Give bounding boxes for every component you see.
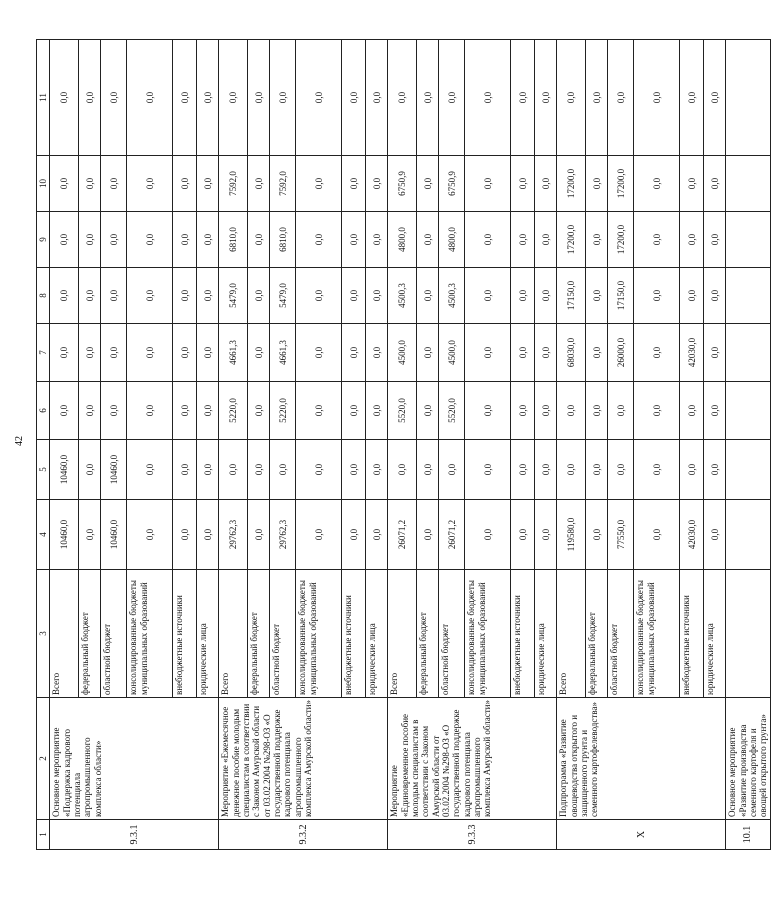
source-row-municipal: консолидированные бюджеты муниципальных образований	[465, 570, 511, 698]
header-cell: 3	[37, 570, 50, 698]
value-cell: 0,0	[248, 268, 270, 324]
empty-cell	[726, 500, 770, 570]
value-cell: 0,0	[296, 268, 342, 324]
value-cell: 0,0	[50, 268, 79, 324]
value-cell: 0,0	[197, 382, 219, 440]
value-cell: 0,0	[79, 268, 101, 324]
value-cell: 0,0	[634, 212, 680, 268]
value-cell: 0,0	[270, 440, 296, 500]
value-cell: 0,0	[535, 500, 557, 570]
value-cell: 0,0	[366, 268, 388, 324]
value-cell: 0,0	[586, 382, 608, 440]
empty-cell	[726, 440, 770, 500]
value-cell: 4500,0	[388, 324, 417, 382]
value-cell: 0,0	[704, 382, 726, 440]
group-title: Основное мероприятие «Поддержка кадрового потенциала агропромышленного комплекса области»	[50, 698, 219, 820]
value-cell: 17150,0	[557, 268, 586, 324]
value-cell: 17200,0	[557, 156, 586, 212]
value-cell: 0,0	[127, 40, 173, 156]
table-body	[37, 40, 771, 850]
value-cell: 0,0	[388, 440, 417, 500]
value-cell: 5520,0	[439, 382, 465, 440]
value-cell: 0,0	[366, 40, 388, 156]
empty-cell	[726, 268, 770, 324]
source-row-extrabudgetary: внебюджетные источники	[342, 570, 366, 698]
value-cell: 0,0	[50, 382, 79, 440]
value-cell: 0,0	[79, 500, 101, 570]
value-cell: 0,0	[127, 324, 173, 382]
value-cell: 0,0	[50, 212, 79, 268]
group-code: 9.3.1	[50, 820, 219, 850]
value-cell: 4500,0	[439, 324, 465, 382]
header-cell: 10	[37, 156, 50, 212]
value-cell: 0,0	[248, 40, 270, 156]
rotated-page	[36, 40, 769, 850]
empty-cell	[726, 40, 770, 156]
value-cell: 0,0	[50, 324, 79, 382]
table-row	[50, 40, 79, 850]
value-cell: 0,0	[173, 156, 197, 212]
value-cell: 0,0	[127, 156, 173, 212]
value-cell: 0,0	[608, 40, 634, 156]
value-cell: 4500,3	[439, 268, 465, 324]
value-cell: 0,0	[296, 156, 342, 212]
group-code: 10.1	[726, 820, 770, 850]
empty-cell	[726, 570, 770, 698]
value-cell: 0,0	[197, 40, 219, 156]
table-row	[219, 40, 248, 850]
value-cell: 0,0	[296, 500, 342, 570]
value-cell: 0,0	[680, 268, 704, 324]
value-cell: 0,0	[296, 440, 342, 500]
value-cell: 0,0	[535, 212, 557, 268]
value-cell: 4800,0	[439, 212, 465, 268]
value-cell: 0,0	[197, 212, 219, 268]
source-row-legal: юридические лица	[704, 570, 726, 698]
value-cell: 0,0	[79, 40, 101, 156]
source-row-federal: федеральный бюджет	[79, 570, 101, 698]
value-cell: 7592,0	[219, 156, 248, 212]
source-row-total: Всего	[388, 570, 417, 698]
value-cell: 0,0	[535, 156, 557, 212]
value-cell: 0,0	[634, 500, 680, 570]
value-cell: 0,0	[634, 324, 680, 382]
value-cell: 0,0	[465, 382, 511, 440]
value-cell: 0,0	[417, 382, 439, 440]
group-title: Мероприятие «Ежемесячное денежное пособие молодым специалистам в соответствии с Законом Амурской области от 03.02.2004 №298-ОЗ «О государственной поддержке кадрового потенциала агропромышленного комплекса Амурской области»	[219, 698, 388, 820]
header-row	[37, 40, 50, 850]
group-title: Мероприятие «Единовременное пособие молодым специалистам в соответствии с Законом Амурской области от 03.02.2004 №298-ОЗ «О государственной поддержке кадрового потенциала агропромышленного комплекса Амурской области»	[388, 698, 557, 820]
group-code: 9.3.3	[388, 820, 557, 850]
value-cell: 0,0	[197, 500, 219, 570]
value-cell: 0,0	[219, 440, 248, 500]
header-cell: 5	[37, 440, 50, 500]
value-cell: 6810,0	[219, 212, 248, 268]
value-cell: 26000,0	[608, 324, 634, 382]
value-cell: 0,0	[296, 212, 342, 268]
value-cell: 0,0	[586, 268, 608, 324]
value-cell: 5520,0	[388, 382, 417, 440]
value-cell: 0,0	[101, 382, 127, 440]
value-cell: 0,0	[465, 500, 511, 570]
value-cell: 0,0	[511, 212, 535, 268]
value-cell: 0,0	[417, 40, 439, 156]
value-cell: 0,0	[366, 500, 388, 570]
header-cell: 4	[37, 500, 50, 570]
value-cell: 0,0	[417, 440, 439, 500]
value-cell: 0,0	[511, 500, 535, 570]
value-cell: 0,0	[101, 324, 127, 382]
value-cell: 0,0	[173, 268, 197, 324]
value-cell: 0,0	[173, 324, 197, 382]
empty-cell	[726, 382, 770, 440]
value-cell: 0,0	[219, 40, 248, 156]
value-cell: 0,0	[511, 382, 535, 440]
value-cell: 4500,3	[388, 268, 417, 324]
value-cell: 0,0	[50, 40, 79, 156]
value-cell: 0,0	[535, 440, 557, 500]
value-cell: 17200,0	[608, 156, 634, 212]
value-cell: 7592,0	[270, 156, 296, 212]
value-cell: 10460,0	[50, 500, 79, 570]
value-cell: 6810,0	[270, 212, 296, 268]
table-row	[726, 40, 770, 850]
source-row-extrabudgetary: внебюджетные источники	[511, 570, 535, 698]
source-row-regional: областной бюджет	[439, 570, 465, 698]
value-cell: 0,0	[197, 440, 219, 500]
value-cell: 0,0	[127, 268, 173, 324]
value-cell: 0,0	[342, 212, 366, 268]
value-cell: 29762,3	[219, 500, 248, 570]
value-cell: 0,0	[680, 212, 704, 268]
value-cell: 0,0	[50, 156, 79, 212]
value-cell: 0,0	[79, 212, 101, 268]
value-cell: 17150,0	[608, 268, 634, 324]
source-row-municipal: консолидированные бюджеты муниципальных образований	[634, 570, 680, 698]
value-cell: 0,0	[557, 440, 586, 500]
value-cell: 0,0	[465, 268, 511, 324]
value-cell: 0,0	[296, 382, 342, 440]
value-cell: 0,0	[296, 324, 342, 382]
value-cell: 0,0	[248, 382, 270, 440]
value-cell: 0,0	[342, 382, 366, 440]
value-cell: 10460,0	[50, 440, 79, 500]
value-cell: 17200,0	[557, 212, 586, 268]
value-cell: 0,0	[197, 268, 219, 324]
value-cell: 119580,0	[557, 500, 586, 570]
empty-cell	[726, 324, 770, 382]
empty-cell	[726, 156, 770, 212]
value-cell: 0,0	[586, 440, 608, 500]
value-cell: 0,0	[680, 440, 704, 500]
value-cell: 0,0	[173, 40, 197, 156]
empty-cell	[726, 212, 770, 268]
value-cell: 0,0	[197, 156, 219, 212]
value-cell: 0,0	[366, 440, 388, 500]
value-cell: 0,0	[535, 324, 557, 382]
value-cell: 0,0	[465, 156, 511, 212]
value-cell: 0,0	[248, 212, 270, 268]
value-cell: 0,0	[680, 382, 704, 440]
value-cell: 0,0	[342, 440, 366, 500]
value-cell: 0,0	[127, 500, 173, 570]
value-cell: 0,0	[417, 212, 439, 268]
value-cell: 0,0	[704, 440, 726, 500]
value-cell: 5220,0	[219, 382, 248, 440]
value-cell: 0,0	[173, 500, 197, 570]
value-cell: 0,0	[127, 440, 173, 500]
value-cell: 0,0	[127, 212, 173, 268]
value-cell: 0,0	[557, 382, 586, 440]
source-row-extrabudgetary: внебюджетные источники	[173, 570, 197, 698]
value-cell: 29762,3	[270, 500, 296, 570]
header-cell: 9	[37, 212, 50, 268]
value-cell: 6750,9	[439, 156, 465, 212]
value-cell: 0,0	[511, 40, 535, 156]
value-cell: 4661,3	[270, 324, 296, 382]
value-cell: 0,0	[270, 40, 296, 156]
value-cell: 0,0	[680, 40, 704, 156]
header-cell: 8	[37, 268, 50, 324]
value-cell: 0,0	[79, 156, 101, 212]
source-row-federal: федеральный бюджет	[248, 570, 270, 698]
value-cell: 5479,0	[270, 268, 296, 324]
value-cell: 0,0	[79, 324, 101, 382]
value-cell: 17200,0	[608, 212, 634, 268]
value-cell: 0,0	[417, 324, 439, 382]
group-title: Основное мероприятие «Развитие производства семенного картофеля и овощей открытого грунта»	[726, 698, 770, 820]
source-row-regional: областной бюджет	[270, 570, 296, 698]
source-row-legal: юридические лица	[366, 570, 388, 698]
value-cell: 0,0	[248, 500, 270, 570]
value-cell: 0,0	[608, 440, 634, 500]
value-cell: 0,0	[634, 40, 680, 156]
value-cell: 26071,2	[388, 500, 417, 570]
value-cell: 0,0	[704, 500, 726, 570]
source-row-legal: юридические лица	[197, 570, 219, 698]
value-cell: 0,0	[704, 268, 726, 324]
header-cell: 6	[37, 382, 50, 440]
source-row-total: Всего	[557, 570, 586, 698]
value-cell: 0,0	[342, 156, 366, 212]
value-cell: 0,0	[680, 156, 704, 212]
value-cell: 0,0	[704, 324, 726, 382]
value-cell: 0,0	[366, 382, 388, 440]
value-cell: 6750,9	[388, 156, 417, 212]
value-cell: 0,0	[248, 324, 270, 382]
value-cell: 0,0	[586, 212, 608, 268]
value-cell: 0,0	[704, 40, 726, 156]
value-cell: 0,0	[197, 324, 219, 382]
source-row-extrabudgetary: внебюджетные источники	[680, 570, 704, 698]
value-cell: 0,0	[586, 324, 608, 382]
value-cell: 0,0	[101, 40, 127, 156]
value-cell: 0,0	[417, 500, 439, 570]
group-code: 9.3.2	[219, 820, 388, 850]
value-cell: 42030,0	[680, 324, 704, 382]
value-cell: 0,0	[704, 156, 726, 212]
value-cell: 0,0	[535, 40, 557, 156]
value-cell: 0,0	[511, 156, 535, 212]
value-cell: 0,0	[535, 382, 557, 440]
value-cell: 10460,0	[101, 500, 127, 570]
value-cell: 5220,0	[270, 382, 296, 440]
value-cell: 0,0	[586, 40, 608, 156]
source-row-total: Всего	[50, 570, 79, 698]
table-row	[388, 40, 417, 850]
value-cell: 0,0	[417, 156, 439, 212]
value-cell: 4800,0	[388, 212, 417, 268]
value-cell: 0,0	[127, 382, 173, 440]
value-cell: 0,0	[173, 440, 197, 500]
value-cell: 0,0	[173, 212, 197, 268]
funding-table	[36, 39, 771, 850]
value-cell: 68030,0	[557, 324, 586, 382]
value-cell: 0,0	[248, 440, 270, 500]
value-cell: 0,0	[586, 500, 608, 570]
table-row	[557, 40, 586, 850]
value-cell: 10460,0	[101, 440, 127, 500]
value-cell: 4661,3	[219, 324, 248, 382]
group-code: X	[557, 820, 726, 850]
source-row-federal: федеральный бюджет	[417, 570, 439, 698]
value-cell: 26071,2	[439, 500, 465, 570]
value-cell: 0,0	[608, 382, 634, 440]
value-cell: 0,0	[101, 156, 127, 212]
value-cell: 0,0	[535, 268, 557, 324]
page-number: 42	[14, 436, 25, 446]
value-cell: 0,0	[557, 40, 586, 156]
value-cell: 0,0	[465, 440, 511, 500]
header-cell: 7	[37, 324, 50, 382]
value-cell: 0,0	[511, 268, 535, 324]
value-cell: 0,0	[296, 40, 342, 156]
value-cell: 5479,0	[219, 268, 248, 324]
value-cell: 0,0	[366, 324, 388, 382]
value-cell: 42030,0	[680, 500, 704, 570]
value-cell: 0,0	[586, 156, 608, 212]
value-cell: 0,0	[634, 382, 680, 440]
value-cell: 77550,0	[608, 500, 634, 570]
value-cell: 0,0	[366, 212, 388, 268]
group-title: Подпрограмма «Развитие овощеводства открытого и защищенного грунта и семенного картофелеводства»	[557, 698, 726, 820]
source-row-municipal: консолидированные бюджеты муниципальных образований	[296, 570, 342, 698]
value-cell: 0,0	[79, 440, 101, 500]
header-cell: 1	[37, 820, 50, 850]
value-cell: 0,0	[173, 382, 197, 440]
value-cell: 0,0	[366, 156, 388, 212]
value-cell: 0,0	[634, 156, 680, 212]
source-row-regional: областной бюджет	[608, 570, 634, 698]
value-cell: 0,0	[465, 40, 511, 156]
value-cell: 0,0	[439, 440, 465, 500]
header-cell: 11	[37, 40, 50, 156]
value-cell: 0,0	[704, 212, 726, 268]
value-cell: 0,0	[417, 268, 439, 324]
value-cell: 0,0	[101, 212, 127, 268]
source-row-regional: областной бюджет	[101, 570, 127, 698]
value-cell: 0,0	[342, 500, 366, 570]
value-cell: 0,0	[388, 40, 417, 156]
value-cell: 0,0	[511, 324, 535, 382]
source-row-municipal: консолидированные бюджеты муниципальных образований	[127, 570, 173, 698]
value-cell: 0,0	[634, 268, 680, 324]
value-cell: 0,0	[248, 156, 270, 212]
value-cell: 0,0	[511, 440, 535, 500]
value-cell: 0,0	[342, 40, 366, 156]
value-cell: 0,0	[439, 40, 465, 156]
value-cell: 0,0	[342, 268, 366, 324]
source-row-total: Всего	[219, 570, 248, 698]
value-cell: 0,0	[465, 324, 511, 382]
header-cell: 2	[37, 698, 50, 820]
value-cell: 0,0	[634, 440, 680, 500]
source-row-legal: юридические лица	[535, 570, 557, 698]
source-row-federal: федеральный бюджет	[586, 570, 608, 698]
value-cell: 0,0	[101, 268, 127, 324]
value-cell: 0,0	[79, 382, 101, 440]
value-cell: 0,0	[465, 212, 511, 268]
value-cell: 0,0	[342, 324, 366, 382]
